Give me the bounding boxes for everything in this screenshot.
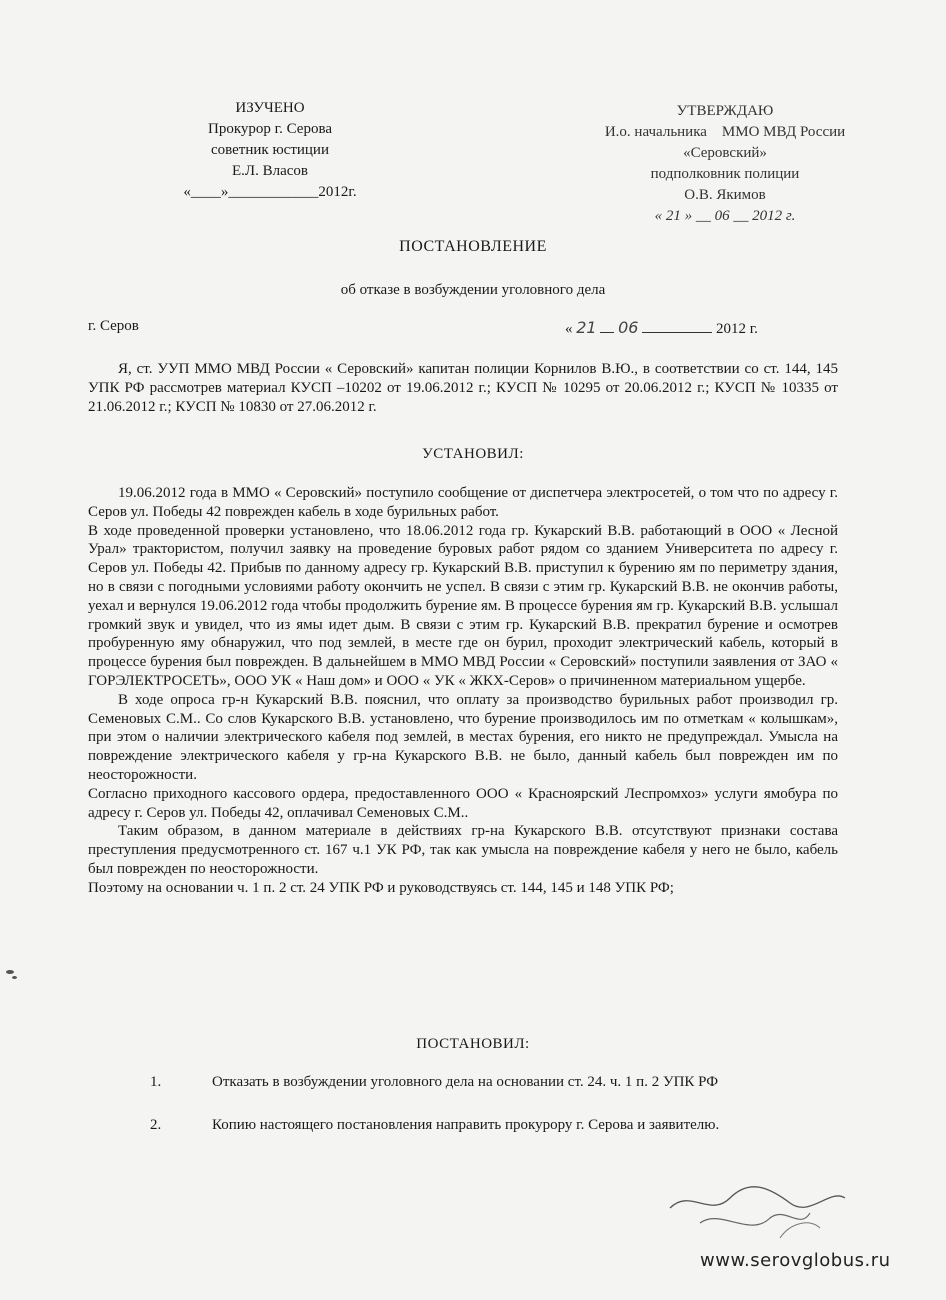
paragraph: Поэтому на основании ч. 1 п. 2 ст. 24 УПК РФ и руководствуясь ст. 144, 145 и 148 УПК РФ; <box>88 879 674 896</box>
item-number: 2. <box>150 1117 162 1133</box>
established-heading: УСТАНОВИЛ: <box>422 446 524 462</box>
date-day: 21 <box>576 318 597 337</box>
body-main <box>88 484 838 898</box>
date-month: 06 <box>618 318 639 337</box>
date-blank <box>600 320 614 333</box>
paragraph: В ходе опроса гр-н Кукарский В.В. пояснил, что оплату за производство бурильных работ производил гр. Семеновых С.М.. Со слов Кукарского В.В. установлено, что бурение производилось им по отметкам « колышкам», при этом о наличии электрического кабеля под землей, в местах бурения, его никто не предупреждал. Умысла на повреждение электрического кабеля у гр-на Кукарского В.В. не было, данный кабель был поврежден им по неосторожности. <box>88 691 838 783</box>
document-subtitle: об отказе в возбуждении уголовного дела <box>340 282 606 298</box>
website-watermark: www.serovglobus.ru <box>700 1250 891 1271</box>
studied-heading: ИЗУЧЕНО <box>235 100 305 116</box>
item-text: Отказать в возбуждении уголовного дела на основании ст. 24. ч. 1 п. 2 УПК РФ <box>212 1074 719 1090</box>
intro-paragraph <box>88 360 838 416</box>
approved-heading: УТВЕРЖДАЮ <box>676 103 774 119</box>
item-text: Копию настоящего постановления направить прокурору г. Серова и заявителю. <box>212 1117 720 1133</box>
date-blank <box>642 320 712 333</box>
approved-line-3: подполковник полиции <box>650 166 800 182</box>
date-year: 2012 г. <box>715 321 758 337</box>
item-number: 1. <box>150 1074 162 1090</box>
studied-block <box>150 98 390 203</box>
approved-line-2: «Серовский» <box>683 145 767 161</box>
document-title: ПОСТАНОВЛЕНИЕ <box>399 238 547 255</box>
date-open-quote: « <box>565 321 573 337</box>
city: г. Серов <box>88 318 139 334</box>
paragraph: 19.06.2012 года в ММО « Серовский» поступило сообщение от диспетчера электросетей, о том что по адресу г. Серов ул. Победы 42 поврежден кабель в ходе бурильных работ. <box>88 485 838 520</box>
approved-line-4: О.В. Якимов <box>684 187 766 203</box>
approved-line-1: И.о. начальника ММО МВД России <box>604 124 846 140</box>
paragraph: В ходе проведенной проверки установлено, что 18.06.2012 года гр. Кукарский В.В. работающий в ООО « Лесной Урал» трактористом, получил заявку на проведение буровых работ рядом со зданием Университета по адресу г. Серов ул. Победы 42. Прибыв по данному адресу гр. Кукарский В.В. приступил к бурению ям по периметру здания, но в связи с погодными условиями работу окончить не успел. В связи с этим гр. Кукарский В.В. не окончив работы, уехал и вернулся 19.06.2012 года чтобы продолжить бурение ям. В процессе бурения ям гр. Кукарский В.В. услышал громкий звук и увидел, что из ямы идет дым. В связи с этим гр. Кукарский В.В. прекратил бурение и осмотрев пробуренную яму обнаружил, что под землей, в месте где он бурил, проходит электрический кабель, который в процессе бурения был поврежден. В дальнейшем в ММО МВД России « Серовский» поступили заявления от ЗАО « ГОРЭЛЕКТРОСЕТЬ», ООО УК « Наш дом» и ООО « УК « ЖКХ-Серов» о причиненном материальном ущербе. <box>88 522 838 689</box>
approved-block <box>570 101 880 227</box>
resolved-heading: ПОСТАНОВИЛ: <box>416 1036 530 1052</box>
document-date <box>565 318 758 338</box>
paragraph: Таким образом, в данном материале в действиях гр-на Кукарского В.В. отсутствуют признаки состава преступления предусмотренного ст. 167 ч.1 УК РФ, так как умысла на повреждение кабеля у него не было, кабель был поврежден по неосторожности. <box>88 823 838 877</box>
intro-text: Я, ст. УУП ММО МВД России « Серовский» капитан полиции Корнилов В.Ю., в соответствии со ст. 144, 145 УПК РФ рассмотрев материал КУСП –10202 от 19.06.2012 г.; КУСП № 10295 от 20.06.2012 г.; КУСП № 10335 от 21.06.2012 г.; КУСП № 10830 от 27.06.2012 г. <box>88 361 838 415</box>
scan-speck <box>12 976 17 979</box>
scan-speck <box>6 970 14 974</box>
studied-line-2: советник юстиции <box>211 142 329 158</box>
studied-line-1: Прокурор г. Серова <box>207 121 332 137</box>
studied-date: «____»____________2012г. <box>183 184 357 200</box>
studied-line-3: Е.Л. Власов <box>232 163 308 179</box>
signature-image <box>660 1168 860 1248</box>
approved-date: « 21 » __ 06 __ 2012 г. <box>654 208 796 224</box>
paragraph: Согласно приходного кассового ордера, предоставленного ООО « Краснояpский Леспромхоз» услуги ямобура по адресу г. Серов ул. Победы 42, оплачивал Семеновых С.М.. <box>88 785 838 821</box>
